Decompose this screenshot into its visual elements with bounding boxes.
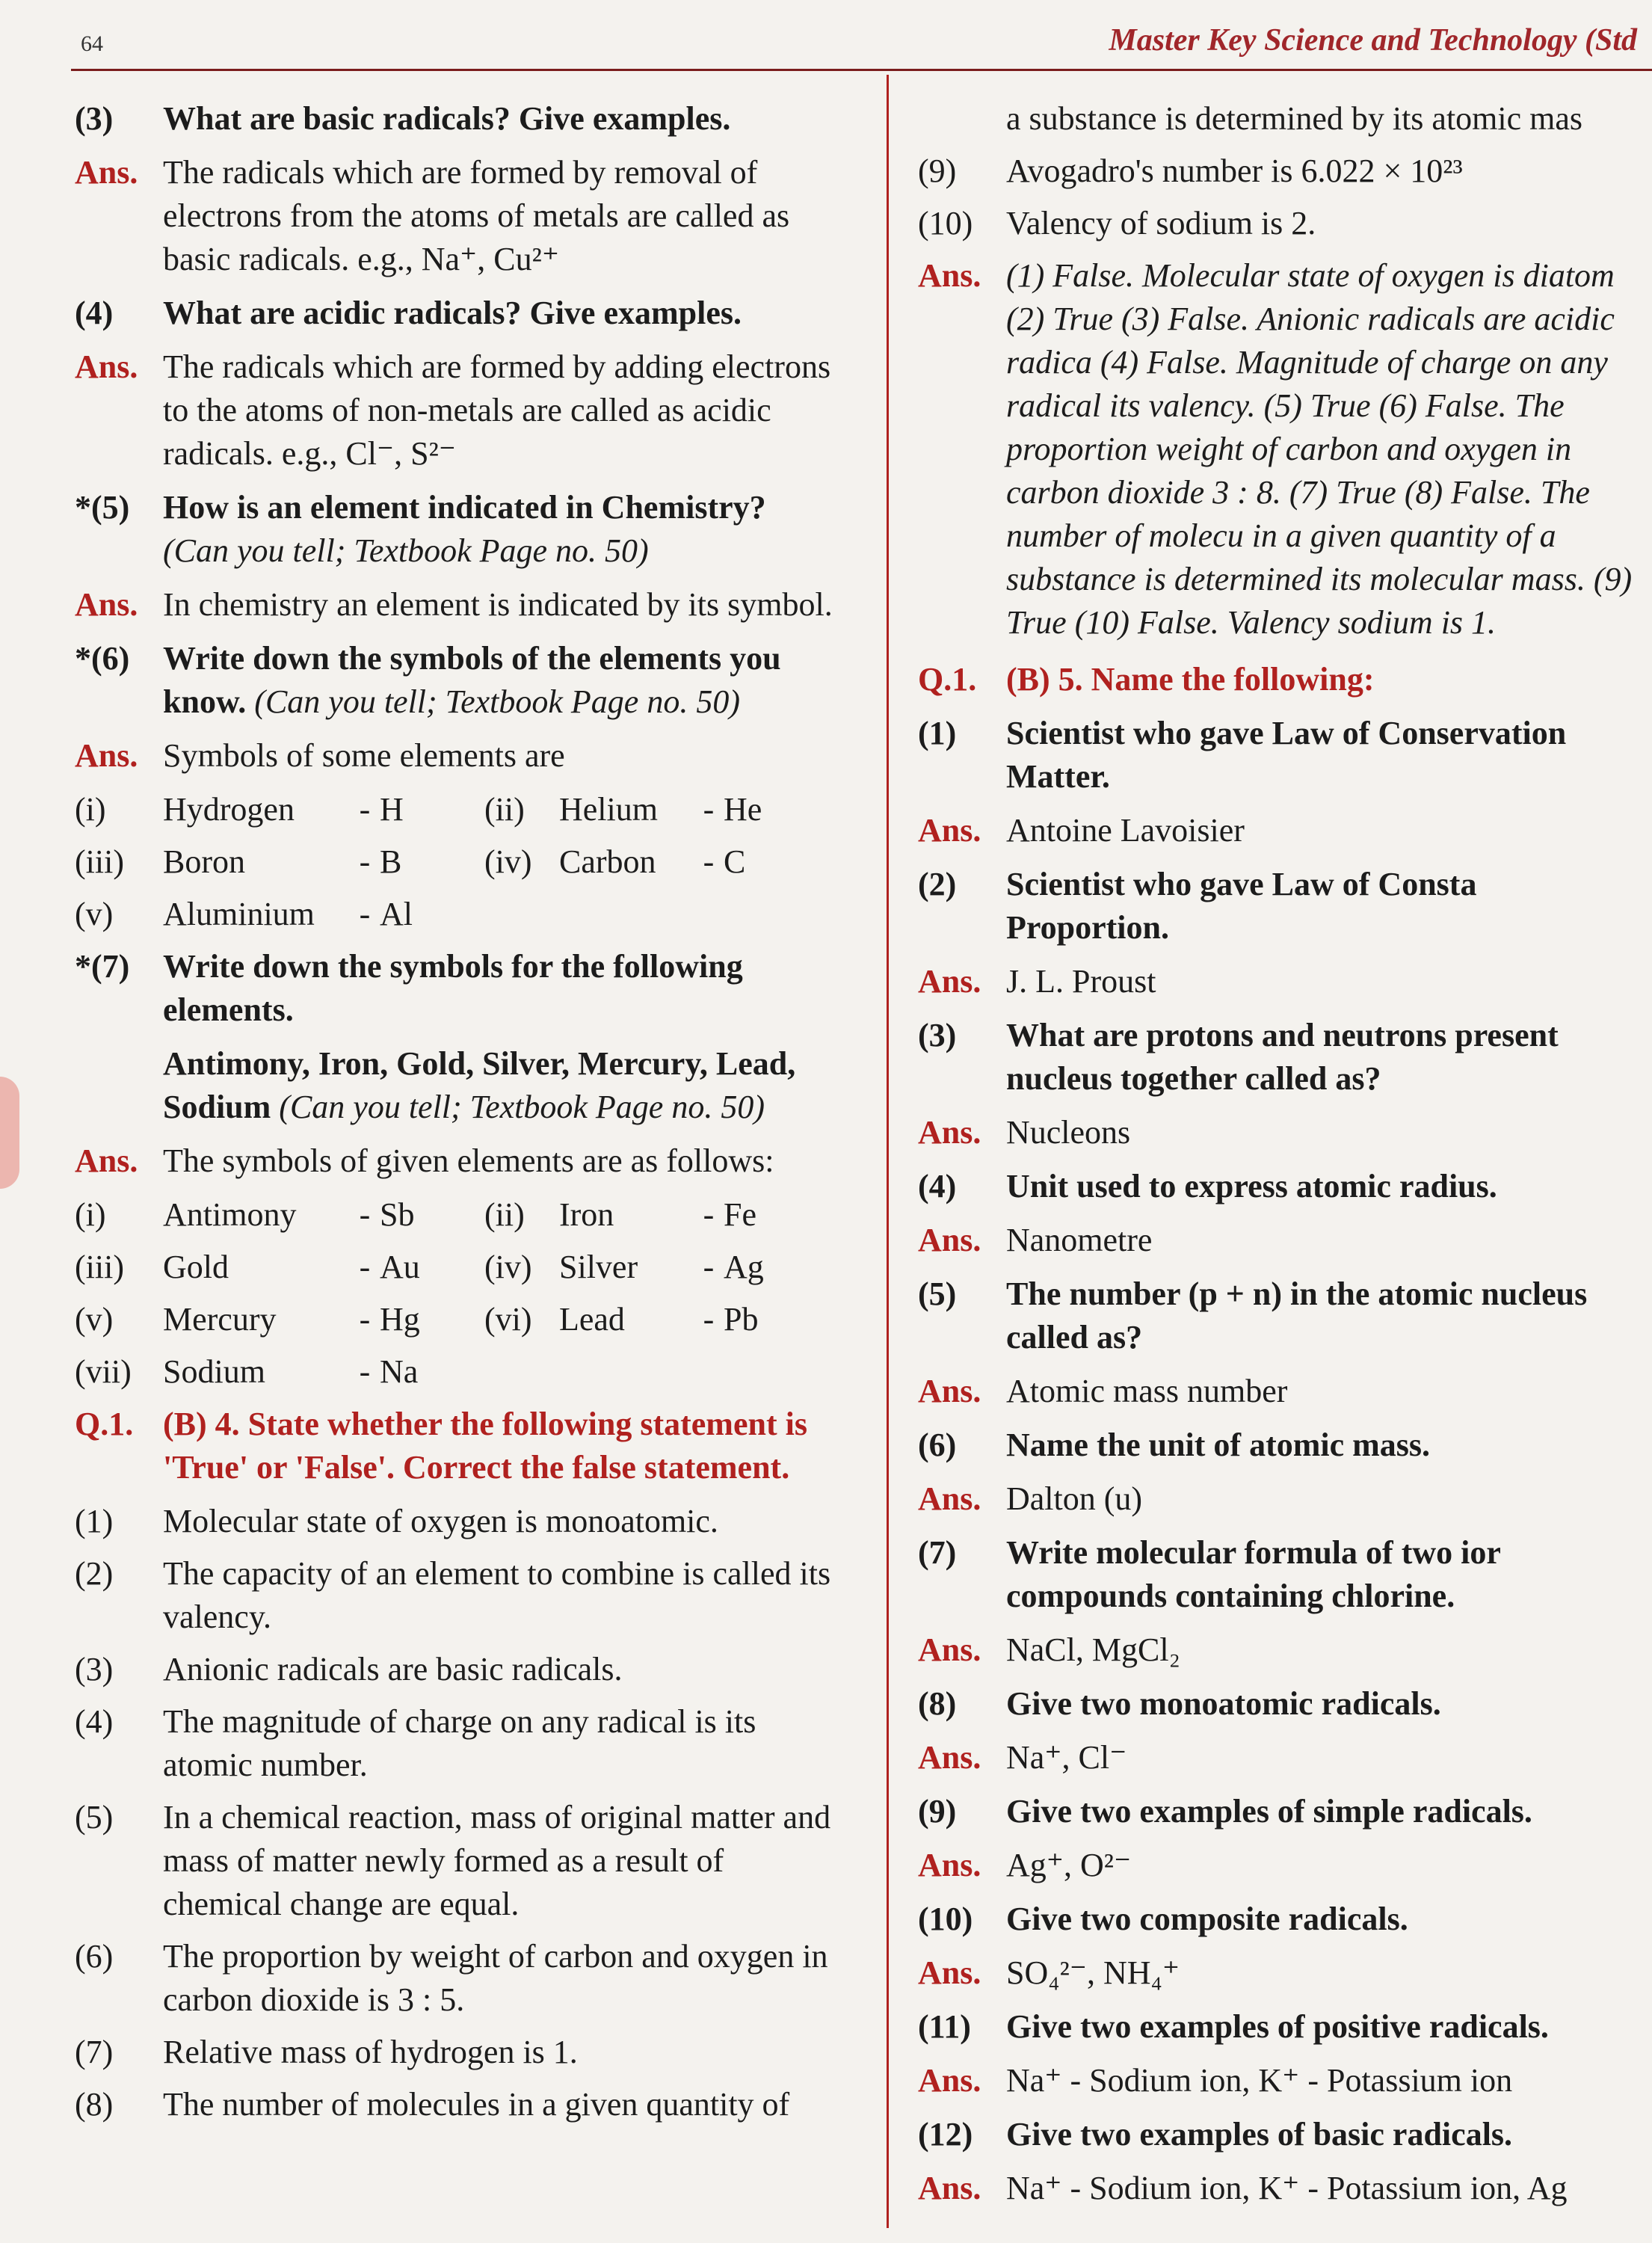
answer-label: Ans.	[918, 257, 981, 294]
dash-separator: -	[359, 843, 371, 880]
answer-label: Ans.	[918, 1631, 981, 1668]
question-text: The number (p + n) in the atomic nucleus called as?	[1006, 1276, 1588, 1356]
question-number: (1)	[918, 715, 957, 751]
dash-separator: -	[703, 843, 715, 880]
question-text: Unit used to express atomic radius.	[1006, 1168, 1497, 1204]
element-name: Gold	[163, 1249, 229, 1285]
question-text: Name the unit of atomic mass.	[1006, 1427, 1431, 1463]
element-name: Lead	[559, 1301, 625, 1338]
element-name: Antimony	[163, 1196, 297, 1233]
question-text: Give two examples of positive radicals.	[1006, 2008, 1549, 2045]
symbol-row	[75, 893, 848, 936]
statement-item	[75, 2083, 848, 2126]
statement-item	[918, 150, 1636, 193]
statement-text: Molecular state of oxygen is monoatomic.	[163, 1503, 718, 1539]
answer-label: Ans.	[918, 2062, 981, 2099]
answer-label: Ans.	[75, 737, 138, 774]
symbol-row	[75, 788, 848, 831]
header-rule	[71, 69, 1652, 71]
element-symbol: Al	[380, 896, 413, 932]
statement-item	[75, 1935, 848, 2022]
answer-label: Ans.	[918, 963, 981, 1000]
question-number: (12)	[918, 2116, 973, 2153]
symbols-list-7	[75, 1193, 848, 1394]
statement-item	[918, 202, 1636, 245]
question-number: (4)	[918, 1168, 957, 1204]
question-text: Write down the symbols of the elements you know.	[163, 640, 781, 720]
section-title: (B) 5. Name the following:	[1006, 661, 1375, 698]
item-number: (9)	[918, 153, 957, 189]
answer-5	[75, 583, 848, 627]
question-text: Give two examples of basic radicals.	[1006, 2116, 1513, 2153]
dash-separator: -	[359, 1196, 371, 1233]
statement-text: Valency of sodium is 2.	[1006, 205, 1316, 241]
name-answer	[918, 1844, 1636, 1887]
element-name: Hydrogen	[163, 791, 295, 828]
item-number: (7)	[75, 2034, 114, 2070]
element-name: Boron	[163, 843, 245, 880]
symbol-row	[75, 1246, 848, 1289]
answer-text: Symbols of some elements are	[163, 737, 565, 774]
element-name: Silver	[559, 1249, 638, 1285]
question-number: (4)	[75, 295, 114, 331]
question-number: *(7)	[75, 948, 130, 985]
name-question	[918, 1790, 1636, 1833]
answer-4	[75, 345, 848, 476]
element-name: Aluminium	[163, 896, 315, 932]
section-title: (B) 4. State whether the following statement is 'True' or 'False'. Correct the false statement.	[163, 1406, 807, 1486]
answer-label: Ans.	[918, 1954, 981, 1991]
dash-separator: -	[359, 1353, 371, 1390]
symbol-row	[75, 1350, 848, 1394]
answer-text: Nucleons	[1006, 1114, 1131, 1151]
name-answer	[918, 1951, 1636, 1995]
question-3	[75, 97, 848, 141]
element-name: Sodium	[163, 1353, 265, 1390]
question-text: How is an element indicated in Chemistry?	[163, 489, 766, 526]
statement-item	[75, 1796, 848, 1926]
symbol-row	[75, 840, 848, 884]
item-number: (iv)	[484, 843, 532, 880]
name-question	[918, 2005, 1636, 2049]
name-question	[918, 1898, 1636, 1941]
name-answer	[918, 1736, 1636, 1779]
answer-text: The radicals which are formed by adding electrons to the atoms of non-metals are called as acidic radicals. e.g., Cl⁻, S²⁻	[163, 348, 831, 472]
name-question	[918, 2113, 1636, 2156]
thumb-shadow	[0, 1077, 19, 1189]
question-number: (2)	[918, 866, 957, 902]
dash-separator: -	[703, 1249, 715, 1285]
item-number: (vi)	[484, 1301, 532, 1338]
answer-7	[75, 1139, 848, 1183]
answer-label: Ans.	[75, 586, 138, 623]
section-number: Q.1.	[918, 661, 977, 698]
item-number: (ii)	[484, 1196, 525, 1233]
statement-item	[75, 1648, 848, 1691]
name-question	[918, 863, 1636, 950]
left-column	[75, 97, 848, 2135]
textbook-reference: (Can you tell; Textbook Page no. 50)	[163, 532, 649, 569]
item-number: (6)	[75, 1938, 114, 1975]
symbols-list-6	[75, 788, 848, 936]
question-text: Give two composite radicals.	[1006, 1901, 1408, 1937]
item-number: (10)	[918, 205, 973, 241]
name-answer	[918, 1628, 1636, 1672]
element-symbol: H	[380, 791, 404, 828]
element-symbol: Hg	[380, 1301, 420, 1338]
answer-text: J. L. Proust	[1006, 963, 1156, 1000]
true-false-statements-continued	[918, 150, 1636, 245]
answer-label: Ans.	[918, 1847, 981, 1883]
symbol-row	[75, 1298, 848, 1341]
name-answer	[918, 809, 1636, 852]
answer-text: Na⁺, Cl⁻	[1006, 1739, 1127, 1776]
dash-separator: -	[359, 896, 371, 932]
answer-label: Ans.	[918, 1480, 981, 1517]
answer-text: The radicals which are formed by removal of electrons from the atoms of metals are called as basic radicals. e.g., Na⁺, Cu²⁺	[163, 154, 790, 277]
question-number: (11)	[918, 2008, 971, 2045]
question-number: *(5)	[75, 489, 130, 526]
item-number: (i)	[75, 1196, 106, 1233]
name-answer	[918, 1370, 1636, 1413]
name-the-following-list	[918, 712, 1636, 2210]
element-symbol: C	[724, 843, 746, 880]
statement-continuation: a substance is determined by its atomic mas	[1006, 100, 1583, 137]
question-number: (9)	[918, 1793, 957, 1830]
item-number: (iv)	[484, 1249, 532, 1285]
item-number: (4)	[75, 1703, 114, 1740]
section-heading-b4	[75, 1403, 848, 1489]
question-number: (8)	[918, 1685, 957, 1722]
item-number: (3)	[75, 1651, 114, 1687]
name-question	[918, 712, 1636, 799]
question-number: (6)	[918, 1427, 957, 1463]
question-text: Write down the symbols for the following elements.	[163, 948, 743, 1028]
true-false-answer	[918, 254, 1636, 644]
dash-separator: -	[359, 1249, 371, 1285]
item-number: (i)	[75, 791, 106, 828]
question-text: Scientist who gave Law of Consta Proportion.	[1006, 866, 1477, 946]
textbook-reference: (Can you tell; Textbook Page no. 50)	[254, 683, 740, 720]
name-answer	[918, 2059, 1636, 2102]
answer-label: Ans.	[75, 1142, 138, 1179]
item-number: (5)	[75, 1799, 114, 1836]
element-symbol: Au	[380, 1249, 420, 1285]
question-text: What are protons and neutrons present nucleus together called as?	[1006, 1017, 1559, 1097]
element-symbol: B	[380, 843, 402, 880]
answer-text: Atomic mass number	[1006, 1373, 1288, 1409]
question-text: What are basic radicals? Give examples.	[163, 100, 731, 137]
statement-text: The proportion by weight of carbon and oxygen in carbon dioxide is 3 : 5.	[163, 1938, 828, 2018]
answer-label: Ans.	[918, 812, 981, 849]
answer-text: SO₄²⁻, NH₄⁺	[1006, 1954, 1180, 1991]
right-column	[918, 97, 1636, 2221]
statement-text: The magnitude of charge on any radical is its atomic number.	[163, 1703, 756, 1783]
textbook-reference: (Can you tell; Textbook Page no. 50)	[279, 1089, 765, 1125]
statement-item	[75, 1500, 848, 1543]
answer-text: Nanometre	[1006, 1222, 1153, 1258]
question-number: (7)	[918, 1534, 957, 1571]
dash-separator: -	[703, 1301, 715, 1338]
question-number: (3)	[918, 1017, 957, 1053]
item-number: (8)	[75, 2086, 114, 2123]
item-number: (v)	[75, 1301, 114, 1338]
answer-text: Na⁺ - Sodium ion, K⁺ - Potassium ion, Ag	[1006, 2170, 1568, 2206]
element-symbol: Pb	[724, 1301, 759, 1338]
answer-label: Ans.	[75, 348, 138, 385]
question-number: (10)	[918, 1901, 973, 1937]
name-question	[918, 1014, 1636, 1101]
question-number: (5)	[918, 1276, 957, 1312]
element-symbol: He	[724, 791, 762, 828]
dash-separator: -	[359, 1301, 371, 1338]
question-5	[75, 486, 848, 573]
statement-item	[75, 1552, 848, 1639]
page-number: 64	[81, 31, 103, 56]
section-heading-b5	[918, 658, 1636, 701]
item-number: (iii)	[75, 843, 124, 880]
answer-text: Dalton (u)	[1006, 1480, 1143, 1517]
name-question	[918, 1531, 1636, 1618]
name-answer	[918, 1219, 1636, 1262]
true-false-statements	[75, 1500, 848, 2126]
statement-text: In a chemical reaction, mass of original matter and mass of matter newly formed as a result of chemical change are equal.	[163, 1799, 831, 1922]
column-divider	[887, 75, 889, 2228]
question-text: Give two examples of simple radicals.	[1006, 1793, 1532, 1830]
item-number: (ii)	[484, 791, 525, 828]
element-name: Helium	[559, 791, 658, 828]
running-title: Master Key Science and Technology (Std	[1109, 23, 1637, 58]
question-text: What are acidic radicals? Give examples.	[163, 295, 742, 331]
element-symbol: Na	[380, 1353, 419, 1390]
symbol-row	[75, 1193, 848, 1237]
element-list: Antimony, Iron, Gold, Silver, Mercury, Lead, Sodium	[163, 1045, 796, 1125]
statement-text: Avogadro's number is 6.022 × 10²³	[1006, 153, 1463, 189]
answer-text: Na⁺ - Sodium ion, K⁺ - Potassium ion	[1006, 2062, 1513, 2099]
element-name: Iron	[559, 1196, 614, 1233]
dash-separator: -	[703, 791, 715, 828]
answer-text: Ag⁺, O²⁻	[1006, 1847, 1132, 1883]
statement-item	[75, 2031, 848, 2074]
name-answer	[918, 1111, 1636, 1154]
answer-3	[75, 151, 848, 281]
element-name: Carbon	[559, 843, 656, 880]
item-number: (v)	[75, 896, 114, 932]
name-question	[918, 1424, 1636, 1467]
question-text: Write molecular formula of two ior compounds containing chlorine.	[1006, 1534, 1501, 1614]
answer-text: NaCl, MgCl₂	[1006, 1631, 1180, 1668]
element-name: Mercury	[163, 1301, 277, 1338]
name-answer	[918, 2167, 1636, 2210]
question-number: (3)	[75, 100, 114, 137]
statement-item	[75, 1700, 848, 1787]
question-number: *(6)	[75, 640, 130, 677]
element-symbol: Ag	[724, 1249, 764, 1285]
name-answer	[918, 1477, 1636, 1521]
answer-label: Ans.	[918, 1222, 981, 1258]
item-number: (iii)	[75, 1249, 124, 1285]
answer-label: Ans.	[918, 1373, 981, 1409]
statement-text: Anionic radicals are basic radicals.	[163, 1651, 623, 1687]
question-4	[75, 292, 848, 335]
question-text: Give two monoatomic radicals.	[1006, 1685, 1441, 1722]
name-question	[918, 1273, 1636, 1359]
answer-label: Ans.	[918, 1114, 981, 1151]
item-number: (vii)	[75, 1353, 132, 1390]
element-symbol: Fe	[724, 1196, 756, 1233]
answer-label: Ans.	[75, 154, 138, 191]
answer-text: Antoine Lavoisier	[1006, 812, 1245, 849]
answer-6	[75, 734, 848, 778]
answer-text: In chemistry an element is indicated by its symbol.	[163, 586, 833, 623]
item-number: (1)	[75, 1503, 114, 1539]
name-answer	[918, 960, 1636, 1003]
item-number: (2)	[75, 1555, 114, 1592]
section-number: Q.1.	[75, 1406, 134, 1442]
question-text: Scientist who gave Law of Conservation Matter.	[1006, 715, 1567, 795]
name-question	[918, 1165, 1636, 1208]
statement-text: The capacity of an element to combine is called its valency.	[163, 1555, 831, 1635]
answer-text: The symbols of given elements are as follows:	[163, 1142, 774, 1179]
question-7	[75, 945, 848, 1032]
statement-text: The number of molecules in a given quantity of	[163, 2086, 790, 2123]
answer-label: Ans.	[918, 1739, 981, 1776]
element-symbol: Sb	[380, 1196, 415, 1233]
question-6	[75, 637, 848, 724]
name-question	[918, 1682, 1636, 1726]
dash-separator: -	[703, 1196, 715, 1233]
answer-text: (1) False. Molecular state of oxygen is diatom (2) True (3) False. Anionic radicals are acidic radica (4) False. Magnitude of charge on any radical its valency. (5) True (6) False. The proportion weight of carbon and oxygen in carbon dioxide 3 : 8. (7) True (8) False. The number of molecu in a given quantity of a substance is determined its molecular mass. (9) True (10) False. Valency sodium is 1.	[1006, 257, 1633, 641]
question-7-list	[75, 1042, 848, 1129]
statement-text: Relative mass of hydrogen is 1.	[163, 2034, 578, 2070]
dash-separator: -	[359, 791, 371, 828]
answer-label: Ans.	[918, 2170, 981, 2206]
